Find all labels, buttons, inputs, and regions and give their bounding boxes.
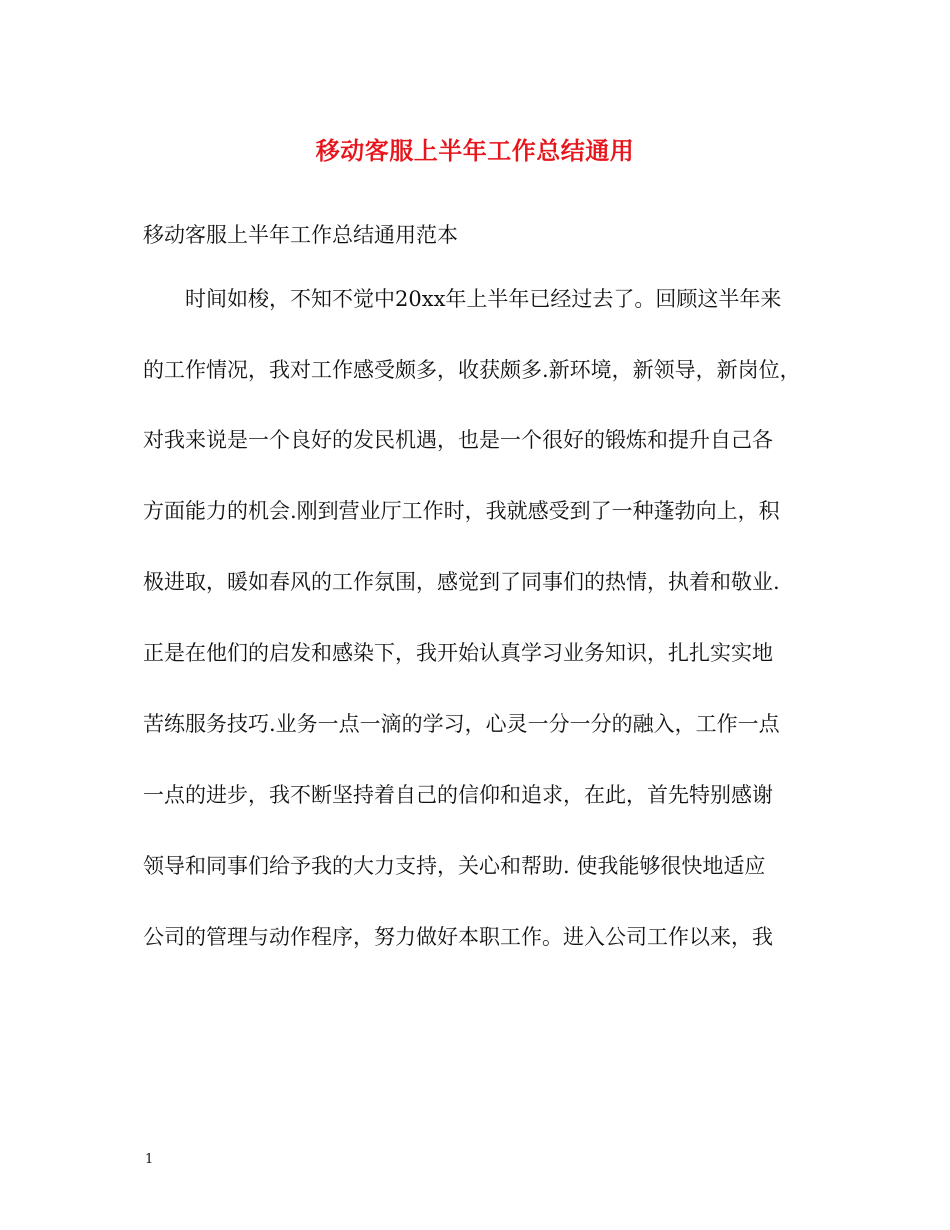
body-line: 公司的管理与动作程序，努力做好本职工作。进入公司工作以来，我 [143, 925, 773, 949]
document-subtitle: 移动客服上半年工作总结通用范本 [143, 223, 458, 247]
body-line: 苦练服务技巧.业务一点一滴的学习，心灵一分一分的融入，工作一点 [143, 712, 780, 736]
body-line: 一点的进步，我不断坚持着自己的信仰和追求，在此，首先特别感谢 [143, 783, 773, 807]
body-line: 方面能力的机会.刚到营业厅工作时，我就感受到了一种蓬勃向上，积 [143, 499, 780, 523]
body-line: 对我来说是一个良好的发民机遇，也是一个很好的锻炼和提升自己各 [143, 428, 773, 452]
page-number: 1 [145, 1152, 154, 1167]
body-line: 极进取，暖如春风的工作氛围，感觉到了同事们的热情，执着和敬业. [143, 570, 780, 594]
body-line: 的工作情况，我对工作感受颇多，收获颇多.新环境，新领导，新岗位， [143, 358, 801, 382]
body-line: 领导和同事们给予我的大力支持，关心和帮助. 使我能够很快地适应 [143, 854, 766, 878]
body-line: 时间如梭，不知不觉中20xx年上半年已经过去了。回顾这半年来 [185, 287, 782, 311]
document-title: 移动客服上半年工作总结通用 [315, 137, 635, 165]
body-line: 正是在他们的启发和感染下，我开始认真学习业务知识，扎扎实实地 [143, 641, 773, 665]
